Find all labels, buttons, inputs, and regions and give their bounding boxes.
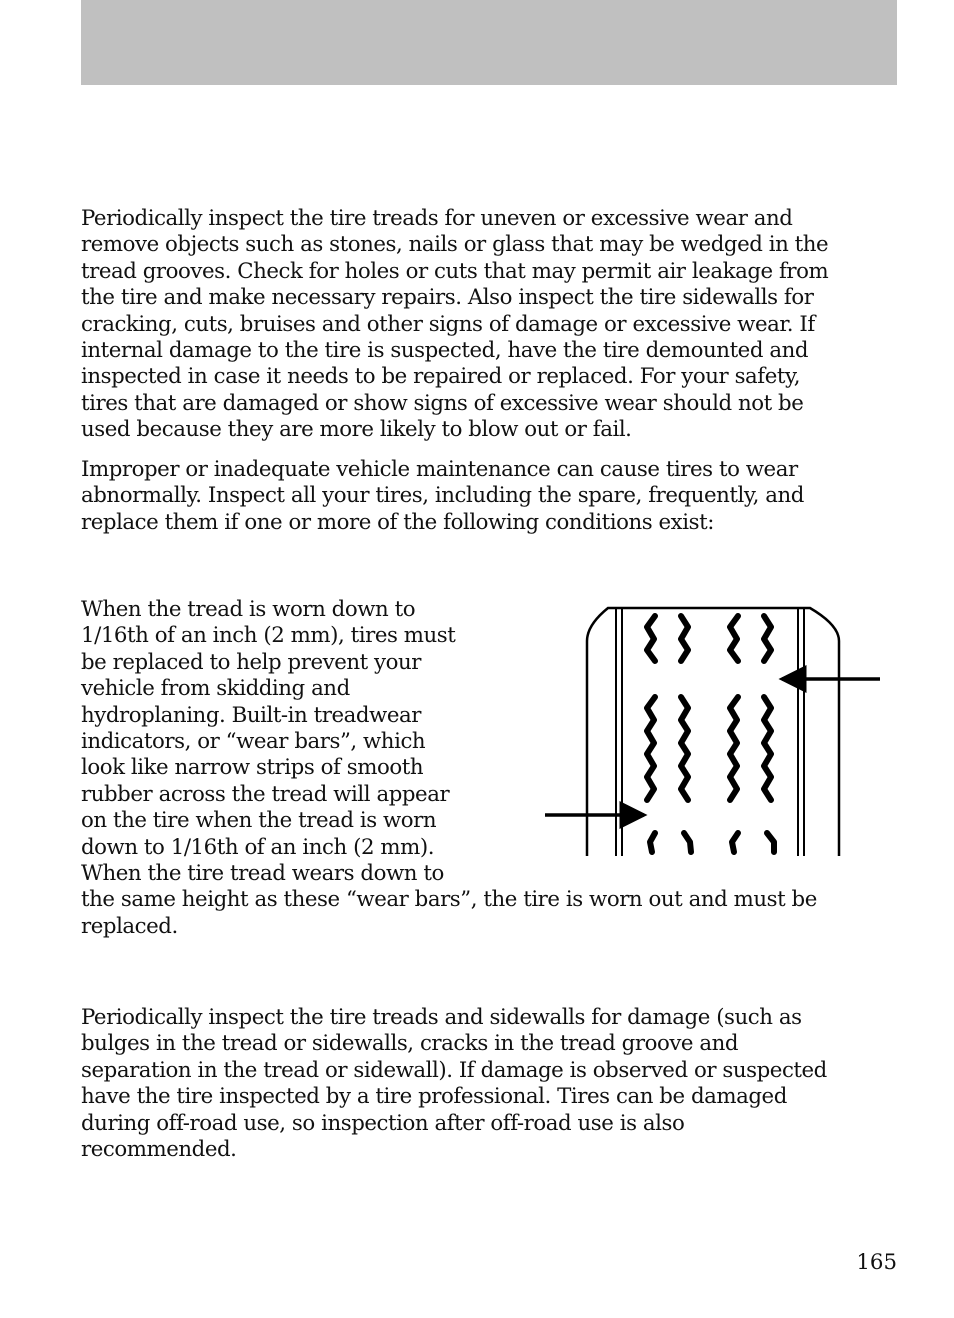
lower-tread-grooves (650, 833, 774, 852)
text-line: vehicle from skidding and (81, 676, 350, 702)
header-band (81, 0, 897, 85)
text-line: during off-road use, so inspection after off-road use is also (81, 1110, 685, 1136)
tread-groove (767, 833, 774, 852)
text-line: replaced. (81, 913, 178, 939)
tread-groove (681, 616, 688, 661)
tread-groove (764, 616, 771, 661)
tread-groove (647, 616, 655, 661)
middle-tread-grooves (647, 697, 771, 800)
text-line: used because they are more likely to blow out or fail. (81, 417, 632, 443)
text-line: hydroplaning. Built-in treadwear (81, 702, 421, 728)
tread-groove (730, 616, 738, 661)
damage-inspection-paragraph (81, 1005, 827, 1163)
text-line: internal damage to the tire is suspected, have the tire demounted and (81, 338, 809, 364)
text-line: 1/16th of an inch (2 mm), tires must (81, 623, 456, 649)
text-line: replace them if one or more of the following conditions exist: (81, 509, 714, 535)
tread-groove (684, 833, 691, 852)
text-line: the same height as these “wear bars”, the tire is worn out and must be (81, 887, 817, 913)
text-line: have the tire inspected by a tire professional. Tires can be damaged (81, 1084, 787, 1110)
text-line: look like narrow strips of smooth (81, 755, 424, 781)
text-line: When the tire tread wears down to (81, 861, 444, 887)
tread-groove (732, 833, 738, 852)
tire-outline (587, 608, 839, 856)
text-line: tread grooves. Check for holes or cuts that may permit air leakage from (81, 258, 829, 284)
text-line: When the tread is worn down to (81, 597, 416, 622)
page-number: 165 (856, 1250, 897, 1275)
text-line: down to 1/16th of an inch (2 mm). (81, 834, 435, 860)
text-line: bulges in the tread or sidewalls, cracks in the tread groove and (81, 1031, 739, 1057)
tread-groove (730, 697, 738, 800)
text-line: abnormally. Inspect all your tires, including the spare, frequently, and (81, 483, 804, 509)
text-line: inspected in case it needs to be repaired or replaced. For your safety, (81, 364, 801, 390)
text-line: Periodically inspect the tire treads for uneven or excessive wear and (81, 206, 793, 231)
tread-groove (681, 697, 688, 800)
text-line: Improper or inadequate vehicle maintenance can cause tires to wear (81, 457, 798, 482)
tread-inspection-paragraph (81, 206, 828, 444)
text-line: remove objects such as stones, nails or glass that may be wedged in the (81, 232, 829, 258)
tread-groove (764, 697, 771, 800)
maintenance-paragraph (81, 457, 804, 536)
text-line: Periodically inspect the tire treads and sidewalls for damage (such as (81, 1005, 802, 1030)
text-line: cracking, cuts, bruises and other signs of damage or excessive wear. If (81, 311, 815, 337)
text-line: be replaced to help prevent your (81, 649, 421, 675)
tread-groove (647, 697, 655, 800)
text-line: rubber across the tread will appear (81, 781, 450, 807)
tread-groove (650, 833, 655, 852)
text-line: on the tire when the tread is worn (81, 808, 437, 834)
tire-tread-wear-bar-illustration (540, 603, 885, 861)
text-line: indicators, or “wear bars”, which (81, 729, 426, 755)
text-line: tires that are damaged or show signs of excessive wear should not be (81, 390, 804, 416)
text-line: separation in the tread or sidewall). If damage is observed or suspected (81, 1057, 827, 1083)
text-line: recommended. (81, 1137, 237, 1163)
upper-tread-grooves (647, 616, 771, 661)
text-line: the tire and make necessary repairs. Also inspect the tire sidewalls for (81, 285, 814, 311)
